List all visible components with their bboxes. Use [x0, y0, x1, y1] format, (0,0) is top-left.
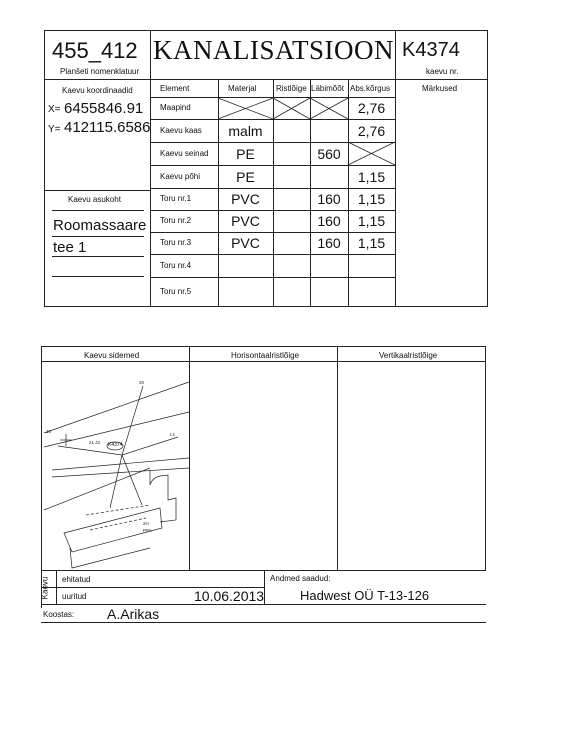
table-grid-line	[150, 254, 395, 255]
x-coordinate-label: X=	[48, 104, 61, 115]
sheet-number: 455_412	[52, 38, 138, 63]
table-row-element: Kaevu seinad	[160, 148, 209, 158]
compiled-underline	[41, 622, 486, 623]
header-element: Element	[160, 84, 190, 93]
table-cell-diameter: 160	[317, 191, 341, 207]
table-grid-line	[150, 142, 395, 143]
location-line-3-underline	[52, 276, 144, 277]
coordinates-label: Kaevu koordinaadid	[62, 86, 133, 95]
sketch-point-10: 10	[46, 429, 52, 434]
table-row-element: Toru nr.3	[160, 238, 192, 247]
table-row-element: Maapind	[160, 103, 191, 112]
table-row-element: Toru nr.4	[160, 260, 192, 270]
location-line-2: tee 1	[53, 239, 87, 256]
location-top-line	[44, 190, 151, 191]
location-line-2-underline	[52, 256, 144, 257]
footer-side-divider	[56, 570, 57, 605]
built-label: ehitatud	[62, 575, 91, 584]
header-cross-section: Ristlõige	[276, 84, 307, 93]
footer-side-label: Kaevu	[40, 576, 50, 600]
vertical-section-header: Vertikaalristlõige	[379, 351, 438, 360]
table-cell-height: 2,76	[357, 122, 386, 139]
surveyed-date: 10.06.2013	[194, 588, 265, 604]
table-row-element: Kaevu põhi	[160, 171, 201, 181]
table-cell-height: 1,15	[357, 235, 386, 251]
location-label: Kaevu asukoht	[68, 195, 121, 204]
left-panel-divider	[150, 30, 151, 307]
header-abs-height: Abs.kõrgus	[350, 84, 391, 93]
horizontal-section-header: Horisontaalristlõige	[231, 351, 300, 360]
footer-divider	[264, 570, 265, 605]
table-cell-height: 1,15	[357, 191, 386, 207]
table-cell-diameter: 160	[317, 213, 341, 229]
table-grid-line	[150, 232, 395, 233]
lower-divider-2	[337, 346, 338, 570]
sheet-number-label: Planšeti nomenklatuur	[60, 67, 140, 76]
table-cell-material: PVC	[231, 213, 260, 229]
table-grid-line	[273, 79, 274, 306]
header-material: Materjal	[228, 84, 257, 93]
table-grid-line	[150, 188, 395, 189]
location-line-1: Roomassaare	[53, 217, 147, 234]
table-cell-diameter: 560	[317, 145, 341, 162]
data-source-label: Andmed saadud:	[270, 574, 331, 583]
lower-box-left-border	[41, 346, 42, 608]
table-grid-line	[150, 97, 395, 98]
header-diameter: Läbimõõt	[311, 84, 344, 93]
table-grid-line	[150, 210, 395, 211]
location-line-1-underline	[52, 236, 144, 237]
compiled-value: A.Arikas	[107, 606, 160, 622]
sketch-point-ts: t.s	[170, 432, 175, 437]
table-cell-material: PE	[236, 168, 255, 185]
table-row-element: Toru nr.5	[160, 286, 192, 296]
document-title: KANALISATSIOON	[153, 35, 394, 65]
table-cell-material: PVC	[231, 235, 260, 251]
header-bottom-line	[44, 79, 488, 80]
y-coordinate-label: Y=	[48, 124, 61, 135]
lower-header-line	[41, 361, 486, 362]
table-row-element: Toru nr.1	[160, 194, 192, 203]
x-coordinate-value: 6455846.91	[64, 100, 144, 117]
top-box-right-border	[487, 30, 488, 307]
ties-header: Kaevu sidemed	[84, 351, 140, 360]
table-grid-line	[150, 165, 395, 166]
sketch-well-label: K4374	[108, 442, 123, 448]
table-cell-diameter: 160	[317, 235, 341, 251]
lower-box-right-border	[485, 346, 486, 570]
well-number: K4374	[402, 39, 460, 61]
surveyed-label: uuritud	[62, 592, 87, 601]
lower-divider-1	[189, 346, 190, 570]
lower-box-top-border	[41, 346, 486, 347]
table-cell-material: malm	[228, 122, 263, 139]
sketch-label-2h: 2H	[143, 521, 149, 526]
table-cell-height: 2,76	[357, 100, 386, 116]
table-grid-line	[150, 119, 395, 120]
compiled-label: Koostas:	[43, 610, 75, 619]
header-remarks: Märkused	[422, 84, 458, 93]
table-grid-line	[150, 277, 395, 278]
sketch-point-20: 20	[139, 380, 145, 385]
well-number-label: kaevu nr.	[426, 67, 459, 76]
y-coordinate-value: 412115.6586	[64, 119, 151, 136]
table-cell-material: PE	[236, 145, 255, 162]
remarks-divider	[395, 30, 396, 307]
sketch-label-ppa: PPA	[143, 528, 152, 533]
location-label-underline	[52, 210, 144, 211]
table-cell-height: 1,15	[357, 168, 386, 185]
top-box-bottom-border	[44, 306, 488, 307]
top-box-top-border	[44, 30, 488, 31]
table-cell-height: 1,15	[357, 213, 386, 229]
table-row-element: Toru nr.2	[160, 216, 192, 225]
sketch-dim-21-41: 21.41	[89, 440, 101, 445]
table-row-element: Kaevu kaas	[160, 125, 202, 135]
table-cell-material: PVC	[231, 191, 260, 207]
data-source-value: Hadwest OÜ T-13-126	[300, 588, 430, 603]
top-box-left-border	[44, 30, 45, 307]
